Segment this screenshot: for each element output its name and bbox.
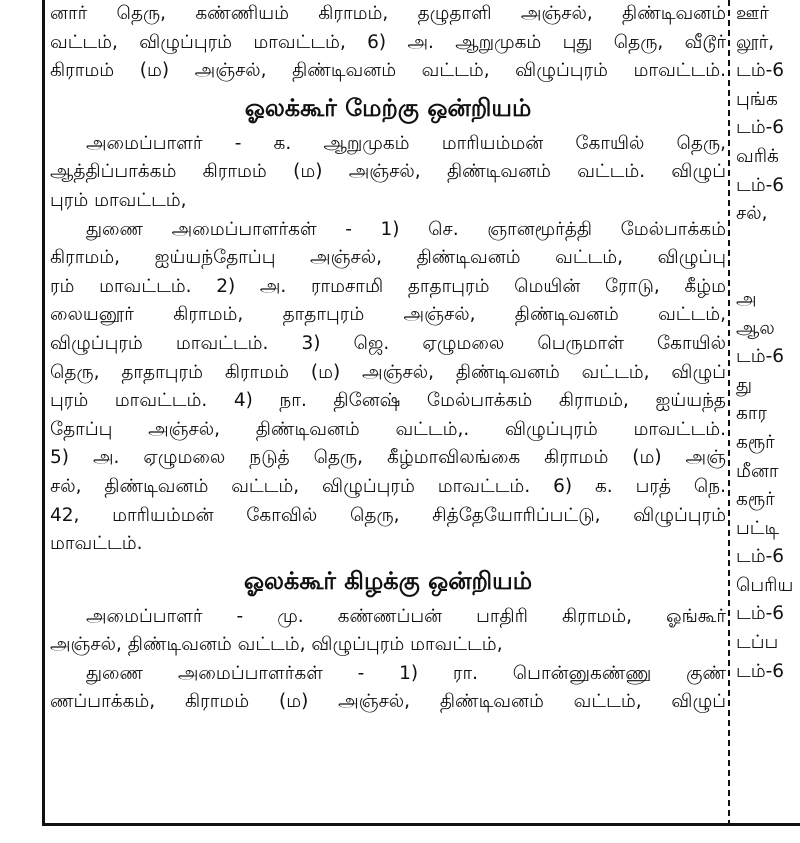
right-column-line: புங்க <box>736 88 778 110</box>
right-column-line: வரிக் <box>736 145 779 167</box>
text-line: அஞ்சல், திண்டிவனம் வட்டம், விழுப்புரம் மாவட்டம், <box>50 634 503 656</box>
text-line: துணை அமைப்பாளர்கள் - 1) ரா. பொன்னுகண்ணு குண் <box>86 662 726 684</box>
right-column-line: ஊர் <box>736 3 769 24</box>
right-column-line: பெரிய <box>736 574 794 596</box>
text-line: லையனூர் கிராமம், தாதாபுரம் அஞ்சல், திண்டிவனம் வட்டம், <box>50 304 726 326</box>
right-column-line: பட்டி <box>736 517 780 539</box>
right-column-line: கரூர் <box>736 489 775 511</box>
text-line: னார் தெரு, கண்ணியம் கிராமம், தழுதாளி அஞ்சல், திண்டிவனம் <box>50 3 726 24</box>
organizer-paragraph <box>50 603 726 660</box>
text-line: சல், திண்டிவனம் வட்டம், விழுப்புரம் மாவட்டம். 6) க. பரத் நெ. <box>50 475 726 497</box>
text-line: விழுப்புரம் மாவட்டம். 3) ஜெ. ஏழுமலை பெருமாள் கோயில் <box>50 332 726 354</box>
text-line: துணை அமைப்பாளர்கள் - 1) செ. ஞானமூர்த்தி மேல்பாக்கம் <box>86 218 726 240</box>
text-line: புரம் மாவட்டம், <box>50 189 187 211</box>
text-line: ஆத்திப்பாக்கம் கிராமம் (ம) அஞ்சல், திண்டிவனம் வட்டம். விழுப் <box>50 161 726 183</box>
text-line: அமைப்பாளர் - க. ஆறுமுகம் மாரியம்மன் கோயில் தெரு, <box>86 132 726 154</box>
text-line: அமைப்பாளர் - மு. கண்ணப்பன் பாதிரி கிராமம், ஓங்கூர் <box>86 605 726 627</box>
right-column-line: து <box>736 374 753 396</box>
organizer-paragraph <box>50 130 726 216</box>
right-column-line: ஆல <box>736 317 775 339</box>
text-line: ரம் மாவட்டம். 2) அ. ராமசாமி தாதாபுரம் மெயின் ரோடு, கீழ்ம <box>50 275 726 297</box>
text-line: தெரு, தாதாபுரம் கிராமம் (ம) அஞ்சல், திண்டிவனம் வட்டம், விழுப் <box>50 361 726 383</box>
section-heading-olakkur-east: ஓலக்கூர் கிழக்கு ஒன்றியம் <box>243 565 533 595</box>
right-column-line: லூர், <box>736 31 775 53</box>
right-column-line: அ <box>736 288 757 310</box>
right-column-line: டம்-6 <box>736 603 785 625</box>
text-line: மாவட்டம். <box>50 533 143 555</box>
right-column-line: டம்-6 <box>736 117 785 139</box>
text-line: வட்டம், விழுப்புரம் மாவட்டம், 6) அ. ஆறுமுகம் புது தெரு, வீடூர் <box>50 31 726 53</box>
right-column-line: டம்-6 <box>736 546 785 568</box>
section-heading-olakkur-west: ஓலக்கூர் மேற்கு ஒன்றியம் <box>244 92 532 122</box>
text-line: ணப்பாக்கம், கிராமம் (ம) அஞ்சல், திண்டிவனம் வட்டம், விழுப் <box>50 691 726 713</box>
right-column-line <box>736 229 800 258</box>
right-column-line: டம்-6 <box>736 346 785 368</box>
text-line: தோப்பு அஞ்சல், திண்டிவனம் வட்டம்,. விழுப்புரம் மாவட்டம். <box>50 418 726 440</box>
intro-paragraph <box>50 0 726 86</box>
right-column-line: மீனா <box>736 460 779 482</box>
right-column-line: டம்-6 <box>736 174 785 196</box>
right-column-line: டம்-6 <box>736 660 785 682</box>
text-line: 42, மாரியம்மன் கோவில் தெரு, சித்தேயோரிப்பட்டு, விழுப்புரம் <box>50 504 726 526</box>
right-column-line <box>736 257 800 286</box>
main-column <box>50 0 726 826</box>
right-column-line: டப்ப <box>736 632 779 654</box>
right-column-line: கார <box>736 403 768 425</box>
deputy-organizers-paragraph <box>50 660 726 717</box>
text-line: 5) அ. ஏழுமலை நடுத் தெரு, கீழ்மாவிலங்கை கிராமம் (ம) அஞ் <box>50 447 726 469</box>
text-line: புரம் மாவட்டம். 4) நா. தினேஷ் மேல்பாக்கம் கிராமம், ஐய்யந்த <box>50 390 726 412</box>
right-column-line: கரூர் <box>736 431 775 453</box>
right-column-fragment <box>736 0 800 826</box>
right-column-line: சல், <box>736 203 768 225</box>
text-line: கிராமம் (ம) அஞ்சல், திண்டிவனம் வட்டம், விழுப்புரம் மாவட்டம். <box>50 60 726 82</box>
text-line: கிராமம், ஐய்யந்தோப்பு அஞ்சல், திண்டிவனம் வட்டம், விழுப்பு <box>50 247 726 269</box>
column-divider <box>728 0 730 826</box>
right-column-line: டம்-6 <box>736 60 785 82</box>
deputy-organizers-paragraph <box>50 216 726 559</box>
